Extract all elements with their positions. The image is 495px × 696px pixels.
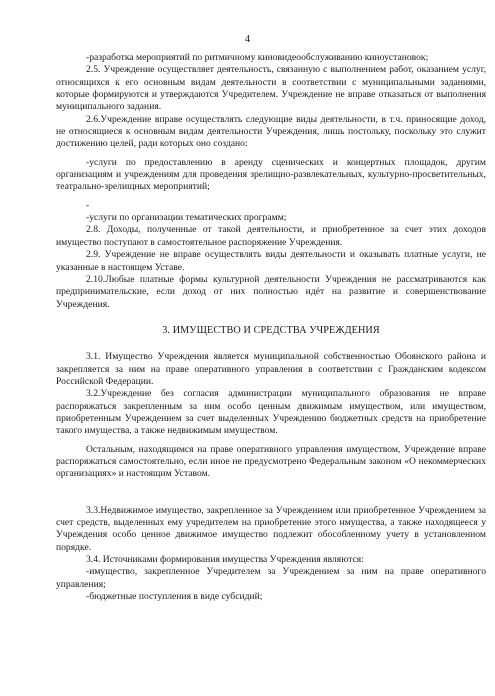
paragraph-remaining-property: Остальным, находящимся на праве оперативного управления имуществом, Учреждение вправе распоряжаться самостоятельно, если иное не предусмотрено Федеральным законом «О некоммерческих организациях» и настоящим Уставом. [56, 443, 486, 480]
paragraph-2-5: 2.5. Учреждение осуществляет деятельность, связанную с выполнением работ, оказанием услуг, относящихся к его основным видам деятельности в соответствии с муниципальными заданиями, которые формируются и утверждаются Учредителем. Учреждение не вправе отказаться от выполнения муниципального задания. [56, 64, 486, 113]
page-number: 4 [244, 34, 251, 45]
list-item-dash: - [86, 199, 90, 211]
paragraph-3-3: 3.3.Недвижимое имущество, закрепленное за Учреждением или приобретенное Учреждением за счет средств, выделенных ему учредителем на приобретение этого имущества, а также находящееся у Учреждения особо ценное движимое имущество подлежит обособленному учету в установленном порядке. [56, 504, 486, 553]
paragraph-3-2: 3.2.Учреждение без согласия администрации муниципального образования не вправе распоряжаться закрепленным за ним особо ценным движимым имуществом, или имуществом, приобретенным Учреждением за счет выделенных Учреждению бюджетных средств на приобретение такого имущества, а также недвижимым имуществом. [56, 388, 486, 437]
list-item-rent-services: -услуги по предоставлению в аренду сценических и концертных площадок, другим организациям и учреждениям для проведения зрелищно-развлекательных, культурно-просветительных, театрально-зрелищных мероприятий; [56, 156, 486, 193]
paragraph-2-6: 2.6.Учреждение вправе осуществлять следующие виды деятельности, в т.ч. приносящие доход, не относящиеся к основным видам деятельности Учреждения, лишь постольку, поскольку это служит достижению целей, ради которых оно создано: [56, 113, 486, 150]
spacer [56, 481, 486, 505]
paragraph-2-8: 2.8. Доходы, полученные от такой деятельности, и приобретенное за счет этих доходов имущество поступают в самостоятельное распоряжение Учреждения. [56, 224, 486, 248]
list-item-budget-subsidies: -бюджетные поступления в виде субсидий; [86, 591, 263, 603]
list-item-thematic-programs: -услуги по организации тематических программ; [86, 212, 287, 224]
list-item-assigned-property: -имущество, закрепленное Учредителем за Учреждением за ним на праве оперативного управления; [56, 566, 486, 590]
spacer [56, 337, 486, 351]
spacer [56, 311, 486, 325]
section-heading: 3. ИМУЩЕСТВО И СРЕДСТВА УЧРЕЖДЕНИЯ [162, 324, 380, 336]
paragraph-3-4: 3.4. Источниками формирования имущества Учреждения являются: [86, 554, 364, 566]
paragraph-2-9: 2.9. Учреждение не вправе осуществлять виды деятельности и оказывать платные услуги, не указанные в настоящем Уставе. [56, 249, 486, 273]
paragraph-kino: -разработка мероприятий по ритмичному киновидеообслуживанию киноустановок; [86, 52, 429, 63]
paragraph-3-1: 3.1. Имущество Учреждения является муниципальной собственностью Обоянского района и закрепляется за ним на праве оперативного управления в соответствии с Гражданским кодексом Российской Федерации. [56, 351, 486, 387]
paragraph-2-10: 2.10.Любые платные формы культурной деятельности Учреждения не рассматриваются как предпринимательские, если доход от них полностью идёт на развитие и совершенствование Учреждения. [56, 273, 486, 310]
document-body [56, 52, 486, 603]
